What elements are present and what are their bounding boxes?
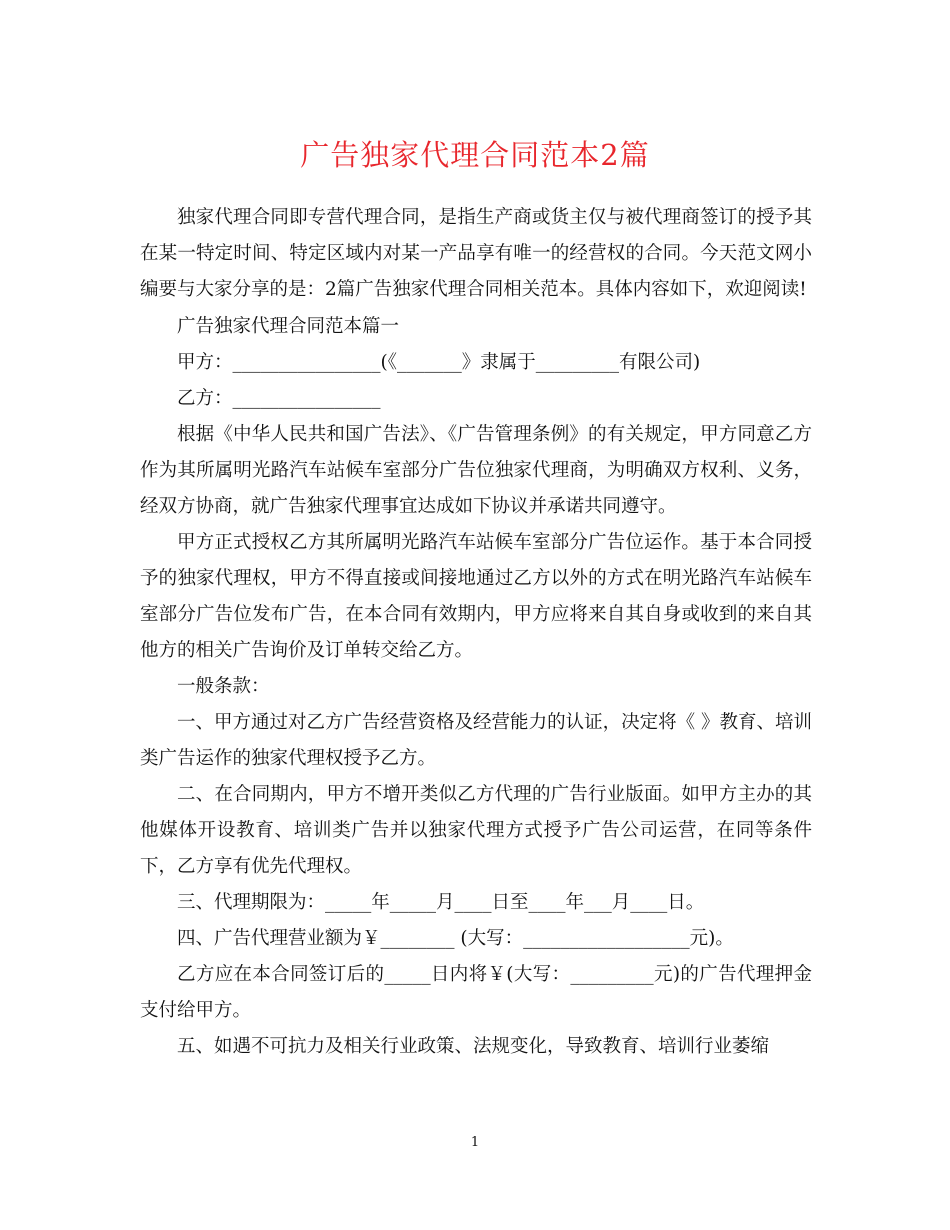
paragraph-deposit: 乙方应在本合同签订后的_____日内将￥(大写：_________元)的广告代理押金支付给甲方。 (140, 964, 812, 1021)
paragraph-party-b: 乙方：________________ (177, 388, 381, 409)
document-title: 广告独家代理合同范本2篇 (300, 138, 650, 172)
paragraph-clause-2: 二、在合同期内，甲方不增开类似乙方代理的广告行业版面。如甲方主办的其他媒体开设教育、培训类广告并以独家代理方式授予广告公司运营，在同等条件下，乙方享有优先代理权。 (140, 784, 812, 877)
paragraph-general-terms: 一般条款： (177, 676, 270, 697)
paragraph-clause-5: 五、如遇不可抗力及相关行业政策、法规变化，导致教育、培训行业萎缩 (177, 1036, 770, 1057)
paragraph-clause-4: 四、广告代理营业额为￥________ (大写：__________________元)。 (177, 928, 734, 949)
paragraph-party-a: 甲方：________________(《_______》隶属于_________有限公司) (177, 352, 701, 373)
paragraph-clause-1: 一、甲方通过对乙方广告经营资格及经营能力的认证，决定将《 》教育、培训类广告运作的独家代理权授予乙方。 (140, 712, 812, 769)
paragraph-intro: 独家代理合同即专营代理合同，是指生产商或货主仅与被代理商签订的授予其在某一特定时间、特定区域内对某一产品享有唯一的经营权的合同。今天范文网小编要与大家分享的是：2篇广告独家代理合同相关范本。具体内容如下，欢迎阅读! (140, 207, 812, 300)
page-number: 1 (470, 1135, 480, 1150)
document-body (140, 200, 812, 1065)
paragraph-heading-part-one: 广告独家代理合同范本篇一 (177, 316, 400, 337)
paragraph-clause-3: 三、代理期限为：_____年_____月____日至____年___月____日。 (177, 892, 705, 913)
paragraph-legal-basis: 根据《中华人民共和国广告法》、《广告管理条例》的有关规定，甲方同意乙方作为其所属明光路汽车站候车室部分广告位独家代理商，为明确双方权利、义务，经双方协商，就广告独家代理事宜达成如下协议并承诺共同遵守。 (140, 424, 812, 517)
paragraph-authorization: 甲方正式授权乙方其所属明光路汽车站候车室部分广告位运作。基于本合同授予的独家代理权，甲方不得直接或间接地通过乙方以外的方式在明光路汽车站候车室部分广告位发布广告，在本合同有效期内，甲方应将来自其自身或收到的来自其他方的相关广告询价及订单转交给乙方。 (140, 532, 812, 661)
